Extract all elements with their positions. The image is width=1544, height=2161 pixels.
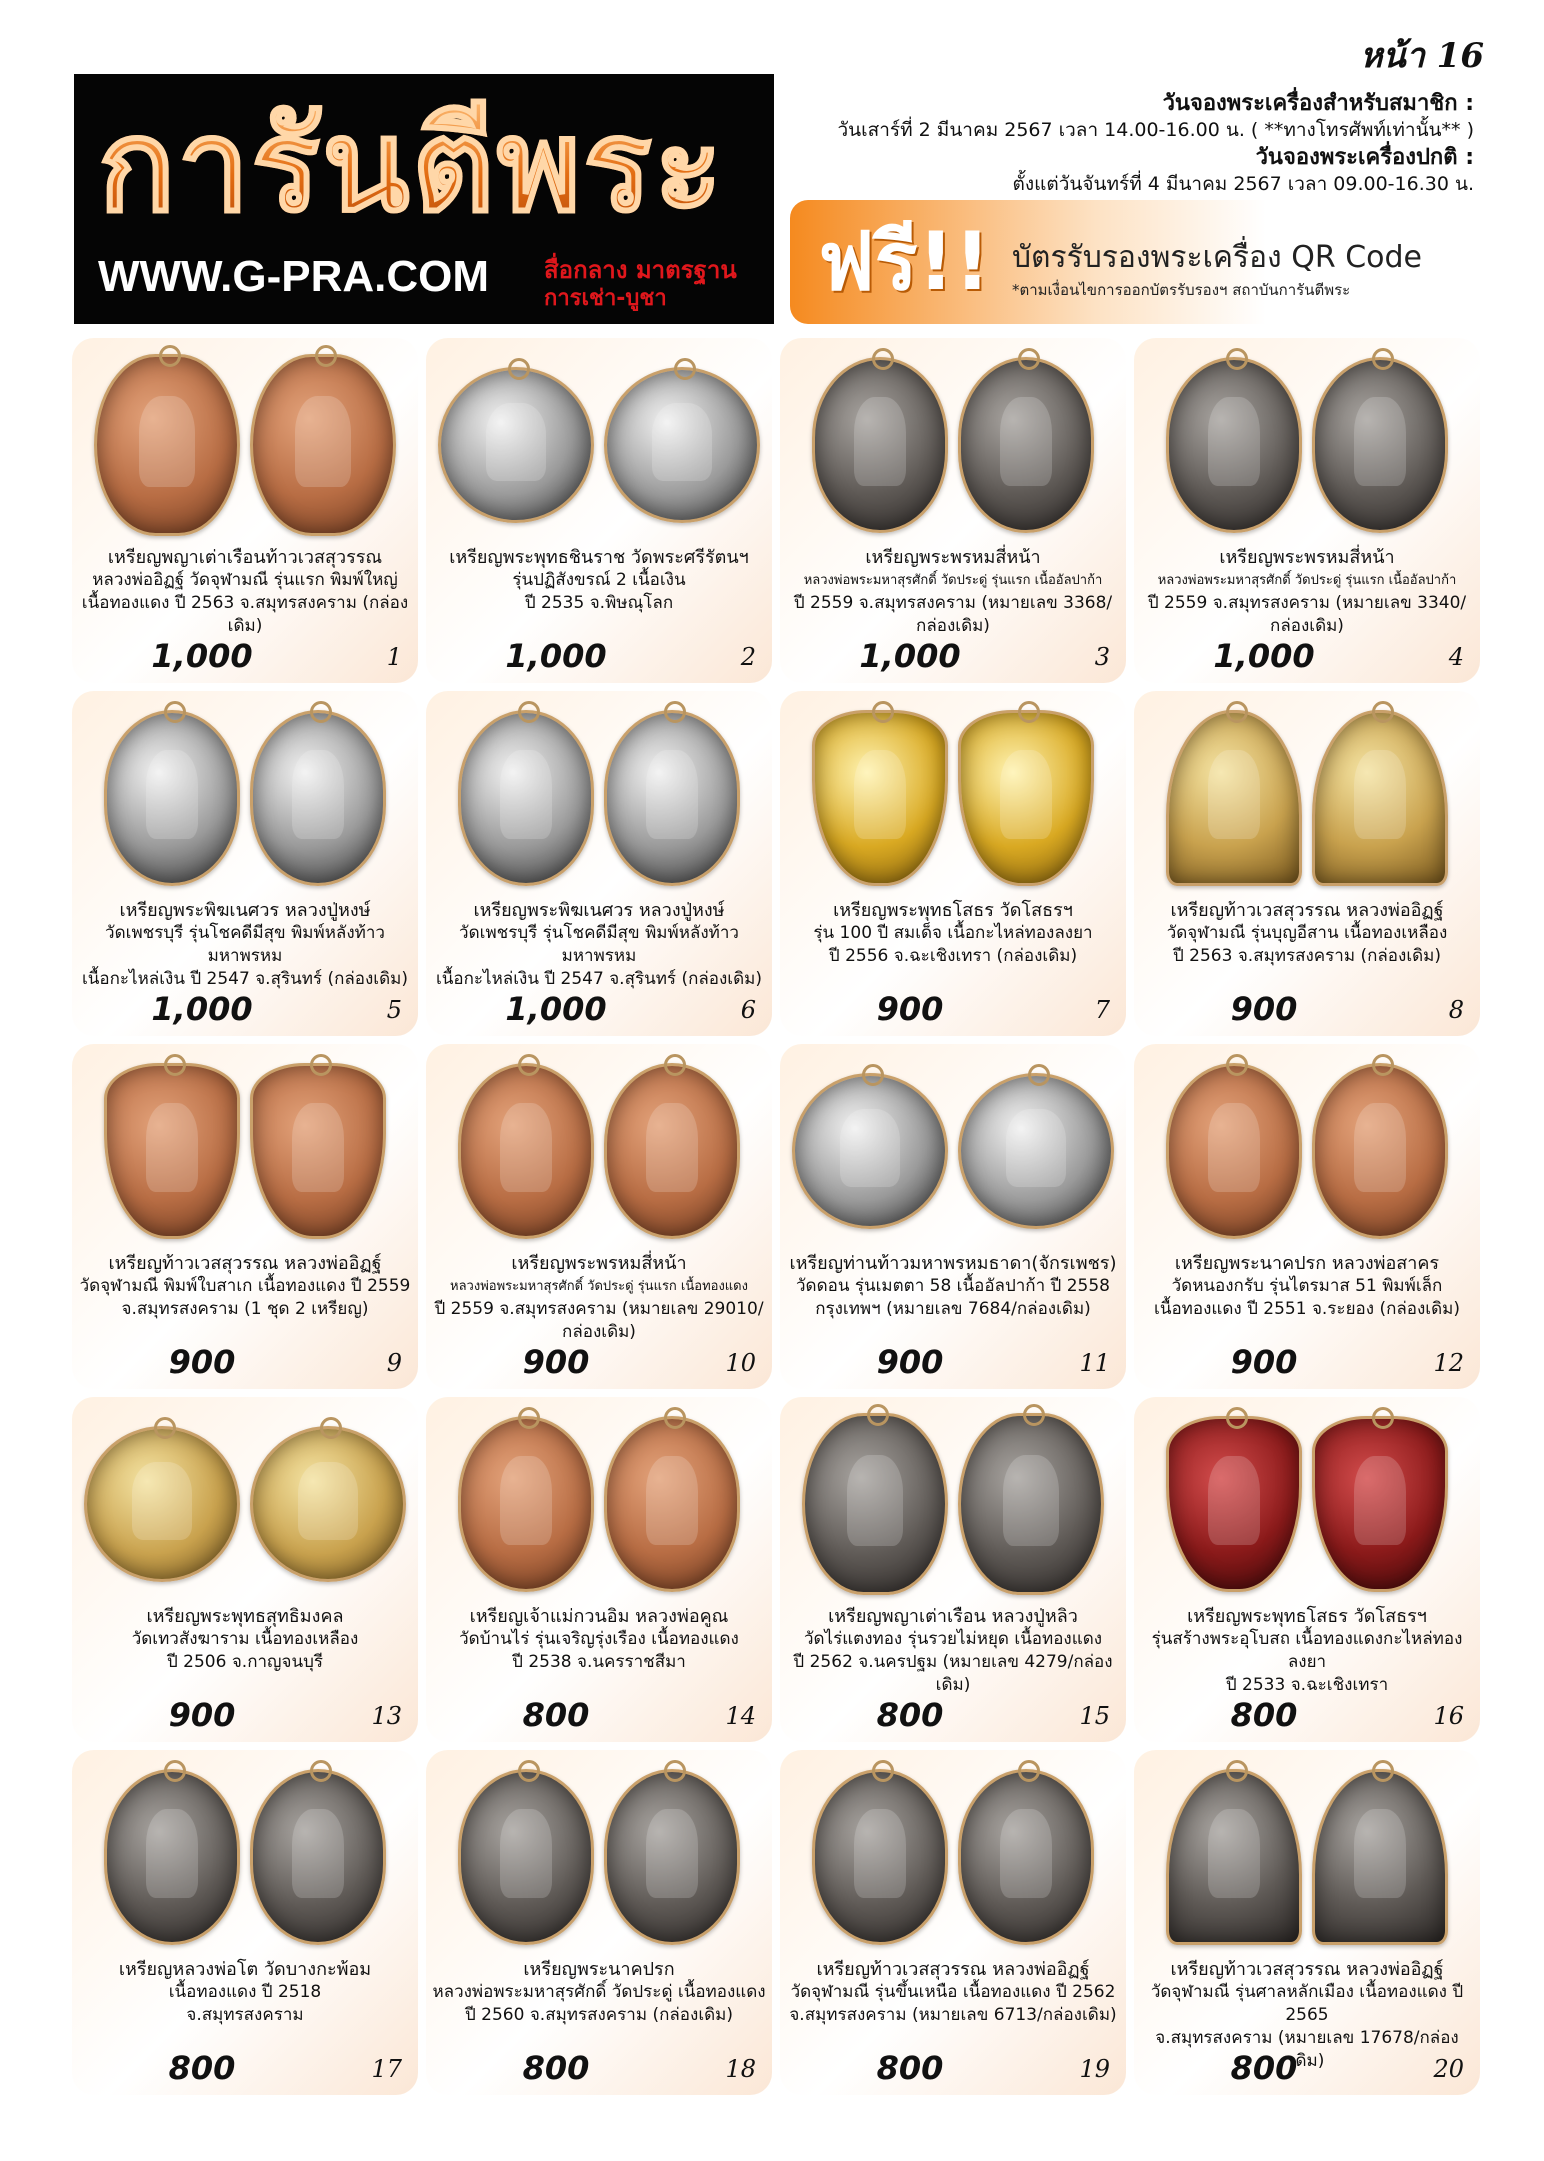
amulet-description: [78, 899, 412, 991]
amulet-description: [1140, 1252, 1474, 1321]
amulet-desc-line-2: วัดไร่แตงทอง รุ่นรวยไม่หยุด เนื้อทองแดง: [803, 1629, 1103, 1649]
amulet-card[interactable]: [1134, 1397, 1480, 1742]
amulet-description: [1140, 546, 1474, 638]
amulet-desc-line-3: จ.สมุทรสงคราม (หมายเลข 6713/กล่องเดิม): [789, 2005, 1117, 2025]
amulet-index: 1: [386, 643, 402, 671]
amulet-description: [78, 1252, 412, 1321]
amulet-desc-line-2: วัดจุฬามณี รุ่นขึ้นเหนือ เนื้อทองแดง ปี 2562: [790, 1982, 1116, 2002]
amulet-description: [78, 1605, 412, 1674]
amulet-photo: [438, 1058, 760, 1244]
amulet-back-image: [250, 710, 386, 886]
amulet-photo: [438, 1411, 760, 1597]
amulet-photo: [792, 705, 1114, 891]
amulet-front-image: [458, 1769, 594, 1945]
amulet-index: 4: [1448, 643, 1464, 671]
amulet-back-image: [958, 710, 1094, 886]
amulet-front-image: [1166, 1063, 1302, 1239]
amulet-description: [78, 1958, 412, 2027]
amulet-desc-line-1: เหรียญพระพิฆเนศวร หลวงปู่หงษ์: [473, 900, 725, 921]
amulet-description: [78, 546, 412, 638]
amulet-desc-line-3: เนื้อทองแดง ปี 2563 จ.สมุทรสงคราม (กล่องเดิม): [81, 593, 409, 636]
booking-member-title: วันจองพระเครื่องสำหรับสมาชิก :: [1162, 91, 1474, 116]
amulet-price: 800: [522, 1696, 590, 1734]
amulet-back-image: [1312, 1063, 1448, 1239]
amulet-desc-line-2: เนื้อทองแดง ปี 2518: [168, 1982, 322, 2002]
amulet-back-image: [250, 1063, 386, 1239]
amulet-index: 14: [725, 1702, 756, 1730]
amulet-price: 900: [1230, 990, 1298, 1028]
amulet-card[interactable]: [72, 1397, 418, 1742]
amulet-back-image: [958, 1073, 1114, 1229]
amulet-index: 9: [386, 1349, 402, 1377]
amulet-price: 900: [522, 1343, 590, 1381]
amulet-card[interactable]: [780, 338, 1126, 683]
amulet-back-image: [604, 1063, 740, 1239]
amulet-card[interactable]: [780, 1397, 1126, 1742]
amulet-back-image: [604, 710, 740, 886]
amulet-front-image: [104, 1769, 240, 1945]
amulet-desc-line-2: รุ่นสร้างพระอุโบสถ เนื้อทองแดงกะไหล่ทองลงยา: [1151, 1629, 1463, 1672]
amulet-back-image: [1312, 1769, 1448, 1945]
logo-url: WWW.G-PRA.COM: [98, 252, 490, 301]
amulet-back-image: [1312, 357, 1448, 533]
amulet-desc-line-2: วัดจุฬามณี รุ่นศาลหลักเมือง เนื้อทองแดง ปี 2565: [1150, 1982, 1464, 2025]
amulet-front-image: [1166, 1769, 1302, 1945]
amulet-back-image: [1312, 710, 1448, 886]
amulet-back-image: [250, 1769, 386, 1945]
amulet-desc-line-3: จ.สมุทรสงคราม (หมายเลข 17678/กล่องเดิม): [1155, 2028, 1459, 2071]
amulet-photo: [792, 1411, 1114, 1597]
amulet-description: [786, 546, 1120, 638]
amulet-desc-line-1: เหรียญพระพุทธชินราช วัดพระศรีรัตนฯ: [449, 547, 749, 568]
amulet-photo: [84, 1058, 406, 1244]
amulet-desc-line-2: วัดเพชรบุรี รุ่นโชคดีมีสุข พิมพ์หลังท้าวมหาพรหม: [105, 923, 385, 966]
amulet-front-image: [1166, 1416, 1302, 1592]
amulet-photo: [1146, 1764, 1468, 1950]
amulet-desc-line-1: เหรียญพระพุทธสุทธิมงคล: [146, 1606, 344, 1627]
amulet-description: [432, 546, 766, 615]
amulet-price: 1,000: [859, 637, 961, 675]
amulet-price: 1,000: [151, 990, 253, 1028]
amulet-description: [1140, 1605, 1474, 1697]
amulet-desc-line-3: จ.สมุทรสงคราม (1 ชุด 2 เหรียญ): [121, 1299, 369, 1319]
free-word: ฟรี!!: [818, 215, 991, 308]
amulet-description: [432, 899, 766, 991]
amulet-front-image: [84, 1426, 240, 1582]
amulet-desc-line-2: หลวงพ่อพระมหาสุรศักดิ์ วัดประดู่ รุ่นแรก เนื้ออัลปาก้า: [1157, 573, 1457, 588]
amulet-desc-line-1: เหรียญพระนาคปรก: [523, 1959, 675, 1980]
amulet-index: 2: [740, 643, 756, 671]
amulet-desc-line-2: รุ่น 100 ปี สมเด็จ เนื้อกะไหล่ทองลงยา: [813, 923, 1093, 943]
amulet-index: 10: [725, 1349, 756, 1377]
free-title: บัตรรับรองพระเครื่อง QR Code: [1012, 240, 1423, 275]
amulet-desc-line-1: เหรียญเจ้าแม่กวนอิม หลวงพ่อคูณ: [469, 1606, 729, 1627]
amulet-desc-line-3: ปี 2538 จ.นครราชสีมา: [512, 1652, 686, 1672]
amulet-desc-line-3: ปี 2563 จ.สมุทรสงคราม (กล่องเดิม): [1172, 946, 1442, 966]
amulet-photo: [438, 705, 760, 891]
amulet-desc-line-3: ปี 2506 จ.กาญจนบุรี: [166, 1652, 324, 1672]
amulet-desc-line-1: เหรียญท้าวเวสสุวรรณ หลวงพ่ออิฏฐ์: [108, 1253, 382, 1274]
amulet-card[interactable]: [72, 1750, 418, 2095]
amulet-price: 900: [168, 1696, 236, 1734]
amulet-index: 17: [371, 2055, 402, 2083]
amulet-desc-line-3: ปี 2533 จ.ฉะเชิงเทรา: [1225, 1675, 1389, 1695]
amulet-front-image: [812, 1769, 948, 1945]
amulet-desc-line-1: เหรียญพระพรหมสี่หน้า: [865, 547, 1041, 568]
amulet-price: 800: [1230, 1696, 1298, 1734]
amulet-card[interactable]: [780, 691, 1126, 1036]
amulet-desc-line-1: เหรียญท้าวเวสสุวรรณ หลวงพ่ออิฏฐ์: [1170, 1959, 1444, 1980]
booking-member-detail: วันเสาร์ที่ 2 มีนาคม 2567 เวลา 14.00-16.00 น. ( **ทางโทรศัพท์เท่านั้น** ): [837, 119, 1474, 141]
amulet-desc-line-1: เหรียญพระพรหมสี่หน้า: [1219, 547, 1395, 568]
amulet-index: 5: [386, 996, 402, 1024]
amulet-index: 16: [1433, 1702, 1464, 1730]
amulet-index: 3: [1094, 643, 1110, 671]
amulet-desc-line-3: ปี 2535 จ.พิษณุโลก: [524, 593, 674, 613]
amulet-front-image: [458, 1063, 594, 1239]
amulet-desc-line-2: หลวงพ่อพระมหาสุรศักดิ์ วัดประดู่ รุ่นแรก เนื้ออัลปาก้า: [803, 573, 1103, 588]
amulet-photo: [1146, 352, 1468, 538]
free-certificate-banner: [790, 200, 1470, 324]
amulet-index: 15: [1079, 1702, 1110, 1730]
logo-tagline-1: สื่อกลาง มาตรฐาน: [544, 256, 737, 284]
amulet-price: 800: [876, 1696, 944, 1734]
amulet-desc-line-3: ปี 2559 จ.สมุทรสงคราม (หมายเลข 3340/กล่องเดิม): [1147, 593, 1467, 636]
amulet-price: 900: [168, 1343, 236, 1381]
amulet-front-image: [458, 1416, 594, 1592]
amulet-photo: [792, 1764, 1114, 1950]
amulet-desc-line-3: จ.สมุทรสงคราม: [186, 2005, 304, 2025]
amulet-desc-line-1: เหรียญท่านท้าวมหาพรหมธาดา(จักรเพชร): [789, 1253, 1117, 1274]
amulet-card[interactable]: [1134, 338, 1480, 683]
amulet-desc-line-2: วัดดอน รุ่นเมตตา 58 เนื้ออัลปาก้า ปี 2558: [795, 1276, 1110, 1296]
amulet-desc-line-3: กรุงเทพฯ (หมายเลข 7684/กล่องเดิม): [815, 1299, 1091, 1319]
amulet-desc-line-3: ปี 2559 จ.สมุทรสงคราม (หมายเลข 3368/กล่องเดิม): [793, 593, 1113, 636]
amulet-desc-line-1: เหรียญหลวงพ่อโต วัดบางกะพ้อม: [118, 1959, 372, 1980]
amulet-card[interactable]: [72, 1044, 418, 1389]
amulet-front-image: [1166, 357, 1302, 533]
amulet-description: [786, 1605, 1120, 1697]
amulet-photo: [1146, 1411, 1468, 1597]
amulet-index: 18: [725, 2055, 756, 2083]
amulet-photo: [792, 1058, 1114, 1244]
amulet-photo: [84, 705, 406, 891]
amulet-description: [786, 1252, 1120, 1321]
amulet-back-image: [250, 354, 396, 536]
amulet-description: [1140, 899, 1474, 968]
amulet-desc-line-1: เหรียญพญาเต่าเรือน หลวงปู่หลิว: [828, 1606, 1078, 1627]
amulet-front-image: [104, 710, 240, 886]
amulet-desc-line-1: เหรียญพระพุทธโสธร วัดโสธรฯ: [1187, 1606, 1427, 1627]
amulet-back-image: [604, 367, 760, 523]
amulet-index: 19: [1079, 2055, 1110, 2083]
amulet-card[interactable]: [426, 1044, 772, 1389]
amulet-description: [432, 1958, 766, 2027]
amulet-front-image: [802, 1413, 948, 1595]
logo-tagline-2: การเช่า-บูชา: [544, 286, 667, 311]
amulet-price: 1,000: [151, 637, 253, 675]
amulet-index: 20: [1433, 2055, 1464, 2083]
logo-title: การันตีพระ: [98, 92, 725, 241]
amulet-desc-line-3: เนื้อกะไหล่เงิน ปี 2547 จ.สุรินทร์ (กล่องเดิม): [81, 969, 408, 989]
amulet-card[interactable]: [780, 1044, 1126, 1389]
amulet-desc-line-2: วัดเพชรบุรี รุ่นโชคดีมีสุข พิมพ์หลังท้าวมหาพรหม: [459, 923, 739, 966]
amulet-desc-line-1: เหรียญพญาเต่าเรือนท้าวเวสสุวรรณ: [107, 547, 383, 568]
amulet-index: 11: [1079, 1349, 1110, 1377]
amulet-back-image: [1312, 1416, 1448, 1592]
amulet-desc-line-3: ปี 2562 จ.นครปฐม (หมายเลข 4279/กล่องเดิม): [793, 1652, 1113, 1695]
amulet-back-image: [958, 1769, 1094, 1945]
amulet-card[interactable]: [426, 1750, 772, 2095]
amulet-desc-line-3: ปี 2559 จ.สมุทรสงคราม (หมายเลข 29010/กล่องเดิม): [434, 1299, 764, 1342]
amulet-description: [786, 1958, 1120, 2027]
amulet-card[interactable]: [426, 338, 772, 683]
amulet-description: [432, 1252, 766, 1344]
amulet-back-image: [250, 1426, 406, 1582]
amulet-desc-line-2: วัดเทวสังฆาราม เนื้อทองเหลือง: [131, 1629, 359, 1649]
amulet-front-image: [812, 710, 948, 886]
page-number: หน้า 16: [1360, 36, 1484, 76]
booking-normal-title: วันจองพระเครื่องปกติ :: [1255, 145, 1474, 170]
amulet-back-image: [604, 1416, 740, 1592]
amulet-front-image: [1166, 710, 1302, 886]
amulet-desc-line-1: เหรียญท้าวเวสสุวรรณ หลวงพ่ออิฏฐ์: [816, 1959, 1090, 1980]
amulet-price: 900: [876, 1343, 944, 1381]
amulet-index: 7: [1094, 996, 1110, 1024]
amulet-photo: [84, 1764, 406, 1950]
amulet-price: 1,000: [1213, 637, 1315, 675]
amulet-price: 900: [876, 990, 944, 1028]
amulet-index: 12: [1433, 1349, 1464, 1377]
amulet-photo: [84, 352, 406, 538]
amulet-desc-line-1: เหรียญพระนาคปรก หลวงพ่อสาคร: [1174, 1253, 1440, 1274]
amulet-desc-line-3: ปี 2556 จ.ฉะเชิงเทรา (กล่องเดิม): [828, 946, 1078, 966]
amulet-desc-line-1: เหรียญพระพรหมสี่หน้า: [511, 1253, 687, 1274]
amulet-card[interactable]: [780, 1750, 1126, 2095]
amulet-price: 800: [522, 2049, 590, 2087]
free-note: *ตามเงื่อนไขการออกบัตรรับรองฯ สถาบันการันตีพระ: [1012, 281, 1351, 299]
amulet-card[interactable]: [72, 691, 418, 1036]
amulet-photo: [1146, 1058, 1468, 1244]
amulet-front-image: [458, 710, 594, 886]
booking-info: [837, 90, 1474, 198]
amulet-price: 800: [1230, 2049, 1298, 2087]
amulet-price: 1,000: [505, 990, 607, 1028]
amulet-photo: [792, 352, 1114, 538]
amulet-grid: [72, 338, 1476, 2095]
amulet-front-image: [438, 367, 594, 523]
amulet-card[interactable]: [1134, 691, 1480, 1036]
amulet-desc-line-2: หลวงพ่อพระมหาสุรศักดิ์ วัดประดู่ เนื้อทองแดง: [432, 1982, 766, 2002]
amulet-back-image: [604, 1769, 740, 1945]
amulet-desc-line-3: ปี 2560 จ.สมุทรสงคราม (กล่องเดิม): [464, 2005, 734, 2025]
amulet-card[interactable]: [72, 338, 418, 683]
amulet-card[interactable]: [426, 1397, 772, 1742]
amulet-desc-line-2: วัดจุฬามณี รุ่นบุญอีสาน เนื้อทองเหลือง: [1166, 923, 1448, 943]
amulet-desc-line-2: หลวงพ่ออิฏฐ์ วัดจุฬามณี รุ่นแรก พิมพ์ใหญ่: [92, 570, 398, 590]
amulet-description: [786, 899, 1120, 968]
amulet-desc-line-2: หลวงพ่อพระมหาสุรศักดิ์ วัดประดู่ รุ่นแรก เนื้อทองแดง: [450, 1279, 748, 1294]
amulet-desc-line-2: วัดจุฬามณี พิมพ์ใบสาเก เนื้อทองแดง ปี 2559: [79, 1276, 411, 1296]
amulet-desc-line-2: วัดบ้านไร่ รุ่นเจริญรุ่งเรือง เนื้อทองแดง: [459, 1629, 739, 1649]
amulet-price: 800: [168, 2049, 236, 2087]
amulet-desc-line-2: รุ่นปฏิสังขรณ์ 2 เนื้อเงิน: [512, 570, 686, 590]
amulet-photo: [84, 1411, 406, 1597]
booking-normal-detail: ตั้งแต่วันจันทร์ที่ 4 มีนาคม 2567 เวลา 09.00-16.30 น.: [1012, 173, 1474, 195]
amulet-desc-line-1: เหรียญท้าวเวสสุวรรณ หลวงพ่ออิฏฐ์: [1170, 900, 1444, 921]
amulet-desc-line-1: เหรียญพระพิฆเนศวร หลวงปู่หงษ์: [119, 900, 371, 921]
amulet-front-image: [812, 357, 948, 533]
amulet-price: 800: [876, 2049, 944, 2087]
amulet-front-image: [104, 1063, 240, 1239]
amulet-desc-line-2: วัดหนองกรับ รุ่นไตรมาส 51 พิมพ์เล็ก: [1171, 1276, 1443, 1296]
amulet-card[interactable]: [1134, 1750, 1480, 2095]
amulet-index: 6: [740, 996, 756, 1024]
amulet-photo: [438, 352, 760, 538]
amulet-back-image: [958, 357, 1094, 533]
amulet-photo: [438, 1764, 760, 1950]
amulet-price: 900: [1230, 1343, 1298, 1381]
amulet-back-image: [958, 1413, 1104, 1595]
amulet-index: 13: [371, 1702, 402, 1730]
amulet-price: 1,000: [505, 637, 607, 675]
amulet-index: 8: [1448, 996, 1464, 1024]
amulet-desc-line-3: เนื้อทองแดง ปี 2551 จ.ระยอง (กล่องเดิม): [1154, 1299, 1460, 1319]
amulet-front-image: [94, 354, 240, 536]
amulet-desc-line-1: เหรียญพระพุทธโสธร วัดโสธรฯ: [833, 900, 1073, 921]
amulet-card[interactable]: [1134, 1044, 1480, 1389]
amulet-front-image: [792, 1073, 948, 1229]
amulet-desc-line-3: เนื้อกะไหล่เงิน ปี 2547 จ.สุรินทร์ (กล่องเดิม): [435, 969, 762, 989]
amulet-card[interactable]: [426, 691, 772, 1036]
amulet-description: [432, 1605, 766, 1674]
amulet-photo: [1146, 705, 1468, 891]
brand-logo: [74, 74, 774, 324]
